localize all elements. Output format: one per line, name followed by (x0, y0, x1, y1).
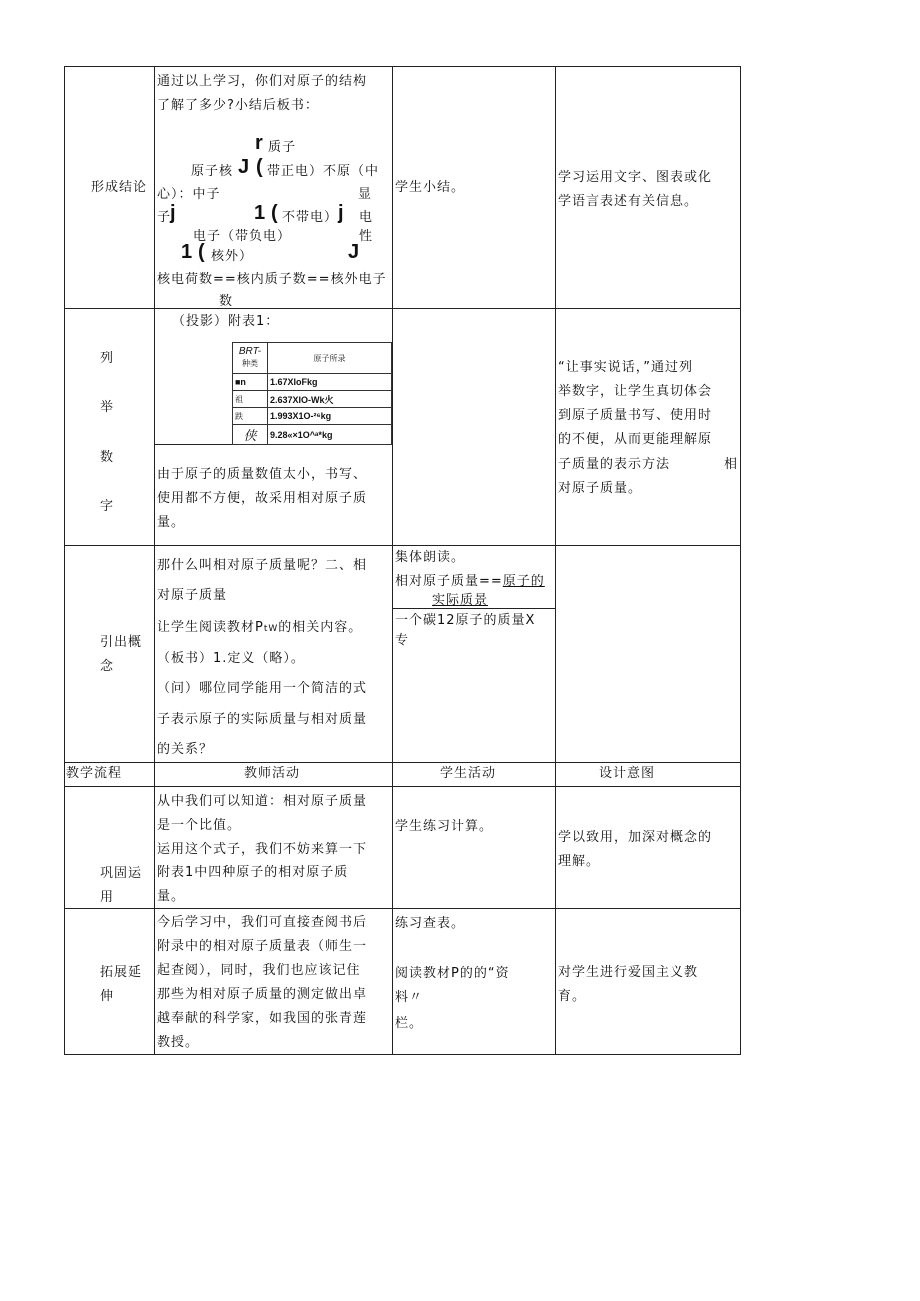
teacher-text: 那什么叫相对原子质量呢？二、相 (157, 558, 368, 573)
table-row (233, 391, 392, 408)
brace-glyph: J (348, 241, 361, 263)
header-teacher: 教师活动 (244, 766, 301, 781)
table-cell-name: 跌 (235, 411, 243, 421)
brace-glyph: ( (271, 202, 279, 224)
teacher-text: 运用这个式子，我们不妨来算一下 (157, 842, 368, 857)
grid-line (154, 66, 155, 1055)
formula-numerator: 原子的 (502, 574, 545, 589)
teacher-text: 使用都不方便，故采用相对原子质 (157, 491, 368, 506)
table-row (233, 374, 392, 391)
table-cell-value: 2.637XIO-Wk火 (270, 394, 334, 405)
teacher-text: 是一个比值。 (157, 818, 242, 833)
formula-denominator: 专 (395, 633, 410, 648)
teacher-text: 核电荷数==核内质子数==核外电子 (157, 272, 387, 287)
design-text: “让事实说话，”通过列 (558, 360, 693, 375)
row-label: 伸 (100, 989, 115, 1004)
grid-line (64, 908, 741, 909)
table-header-left: BRT- (238, 346, 262, 357)
table-header-right: 原子所录 (313, 353, 346, 363)
design-text: 子质量的表示方法 (558, 457, 671, 472)
formula-line (395, 572, 545, 592)
brace-glyph: j (338, 202, 345, 224)
brace-glyph: r (255, 132, 264, 154)
brace-glyph: J (238, 156, 251, 178)
design-text: 学以致用，加深对概念的 (558, 830, 713, 845)
formula-denominator: 一个碳12原子的质量X (395, 613, 536, 628)
grid-line (64, 66, 741, 67)
design-text: 对原子质量。 (558, 481, 643, 496)
design-text: 育。 (558, 989, 587, 1004)
student-text: 栏。 (395, 1016, 424, 1031)
teacher-text: 起查阅），同时，我们也应该记住 (157, 963, 361, 978)
teacher-text: 今后学习中，我们可直接查阅书后 (157, 915, 368, 930)
atom-mass-table (232, 342, 392, 445)
teacher-text: 附表1中四种原子的相对原子质 (157, 865, 349, 880)
table-cell-name: 祖 (235, 394, 243, 404)
grid-line (64, 1054, 741, 1055)
header-student: 学生活动 (440, 766, 497, 781)
design-text: 到原子质量书写、使用时 (558, 408, 713, 423)
teacher-text: 子表示原子的实际质量与相对质量 (157, 712, 368, 727)
charge-text: 不带电） (282, 210, 339, 225)
teacher-text: 的关系？ (157, 742, 214, 757)
teacher-text: 由于原子的质量数值太小，书写、 (157, 467, 368, 482)
side-label: 电 (359, 210, 374, 225)
row-label-char: 字 (100, 499, 115, 514)
brace-glyph: j (170, 202, 177, 224)
row-label-char: 数 (100, 450, 115, 465)
design-text: 举数字，让学生真切体会 (558, 384, 713, 399)
teacher-text: 教授。 (157, 1035, 200, 1050)
teacher-text: 对原子质量 (157, 588, 228, 603)
table-cell-name: ■n (235, 377, 246, 387)
grid-line (740, 66, 741, 1055)
neutron-label: 心）：中子 (157, 187, 221, 202)
grid-line (64, 545, 741, 546)
teacher-text: 量。 (157, 889, 186, 904)
header-flow: 教学流程 (66, 766, 123, 781)
design-text: 对学生进行爱国主义教 (558, 965, 699, 980)
table-cell-value: 1.993X1O-²⁶kg (270, 411, 332, 421)
design-text: 理解。 (558, 854, 601, 869)
teacher-text: 了解了多少?小结后板书： (157, 98, 319, 113)
nucleus-label: 原子核 (191, 164, 234, 179)
student-text: 阅读教材P的的“资 (395, 966, 510, 981)
grid-line (64, 308, 741, 309)
student-text: 集体朗读。 (395, 550, 466, 565)
row-label: 拓展延 (100, 965, 143, 980)
teacher-text: 那些为相对原子质量的测定做出卓 (157, 987, 368, 1002)
teacher-text: 数 (219, 294, 234, 309)
table-header-row (233, 343, 392, 374)
table-row (233, 425, 392, 445)
charge-text: 带正电）不原（中 (267, 164, 380, 179)
teacher-text-part: 的相关内容。 (278, 620, 363, 635)
row-label: 用 (100, 890, 115, 905)
teacher-text: 附录中的相对原子质量表（师生一 (157, 939, 368, 954)
table-cell-value: 1.67XIoFkg (270, 377, 318, 387)
teacher-text: （板书）1.定义（略）。 (157, 651, 305, 666)
brace-glyph: ( (256, 156, 264, 178)
teacher-text: 越奉献的科学家，如我国的张青莲 (157, 1011, 368, 1026)
brace-glyph: 1 (181, 241, 194, 263)
charge-text: 核外） (211, 249, 254, 264)
row-label-char: 举 (100, 400, 115, 415)
row-label: 念 (100, 659, 115, 674)
student-text: 练习查表。 (395, 916, 466, 931)
grid-line (64, 66, 65, 1055)
page-subscript: tW (263, 624, 279, 634)
table-cell-value: 9.28«×1O^ᵃ*kg (270, 429, 333, 440)
grid-line (555, 66, 556, 1055)
brace-glyph: 1 (254, 202, 267, 224)
header-design: 设计意图 (599, 766, 656, 781)
grid-line (392, 66, 393, 1055)
side-label: 性 (359, 229, 374, 244)
teacher-text: （问）哪位同学能用一个简洁的式 (157, 681, 368, 696)
formula-left: 相对原子质量== (395, 574, 503, 589)
teacher-text: 通过以上学习，你们对原子的结构 (157, 74, 368, 89)
student-text: 学生练习计算。 (395, 819, 494, 834)
teacher-text: 量。 (157, 515, 186, 530)
table-row (233, 408, 392, 425)
row-label: 巩固运 (100, 866, 143, 881)
teacher-text (157, 618, 362, 639)
student-text: 学生小结。 (395, 180, 466, 195)
proton-label: 质子 (268, 140, 297, 155)
grid-line (64, 762, 741, 763)
row-label: 形成结论 (91, 180, 148, 195)
row-label-char: 列 (100, 351, 115, 366)
design-text: 相 (724, 457, 739, 472)
table-header-left-sub: 种类 (242, 359, 258, 368)
table-cell-name: 侠 (243, 429, 257, 444)
teacher-text: （投影）附表1： (172, 314, 280, 329)
formula-numerator: 实际质景 (432, 593, 489, 608)
side-label: 显 (358, 187, 373, 202)
side-label: 子 (157, 210, 172, 225)
brace-glyph: ( (198, 241, 206, 263)
grid-line (64, 786, 741, 787)
student-text: 料〃 (395, 990, 424, 1005)
design-text: 学语言表述有关信息。 (558, 194, 699, 209)
teacher-text: 从中我们可以知道：相对原子质量 (157, 794, 368, 809)
electron-label: 电子（带负电） (193, 229, 292, 244)
row-label: 引出概 (100, 635, 143, 650)
design-text: 的不便，从而更能理解原 (558, 432, 713, 447)
teacher-text-part: 让学生阅读教材P (157, 620, 264, 635)
design-text: 学习运用文字、图表或化 (558, 170, 713, 185)
